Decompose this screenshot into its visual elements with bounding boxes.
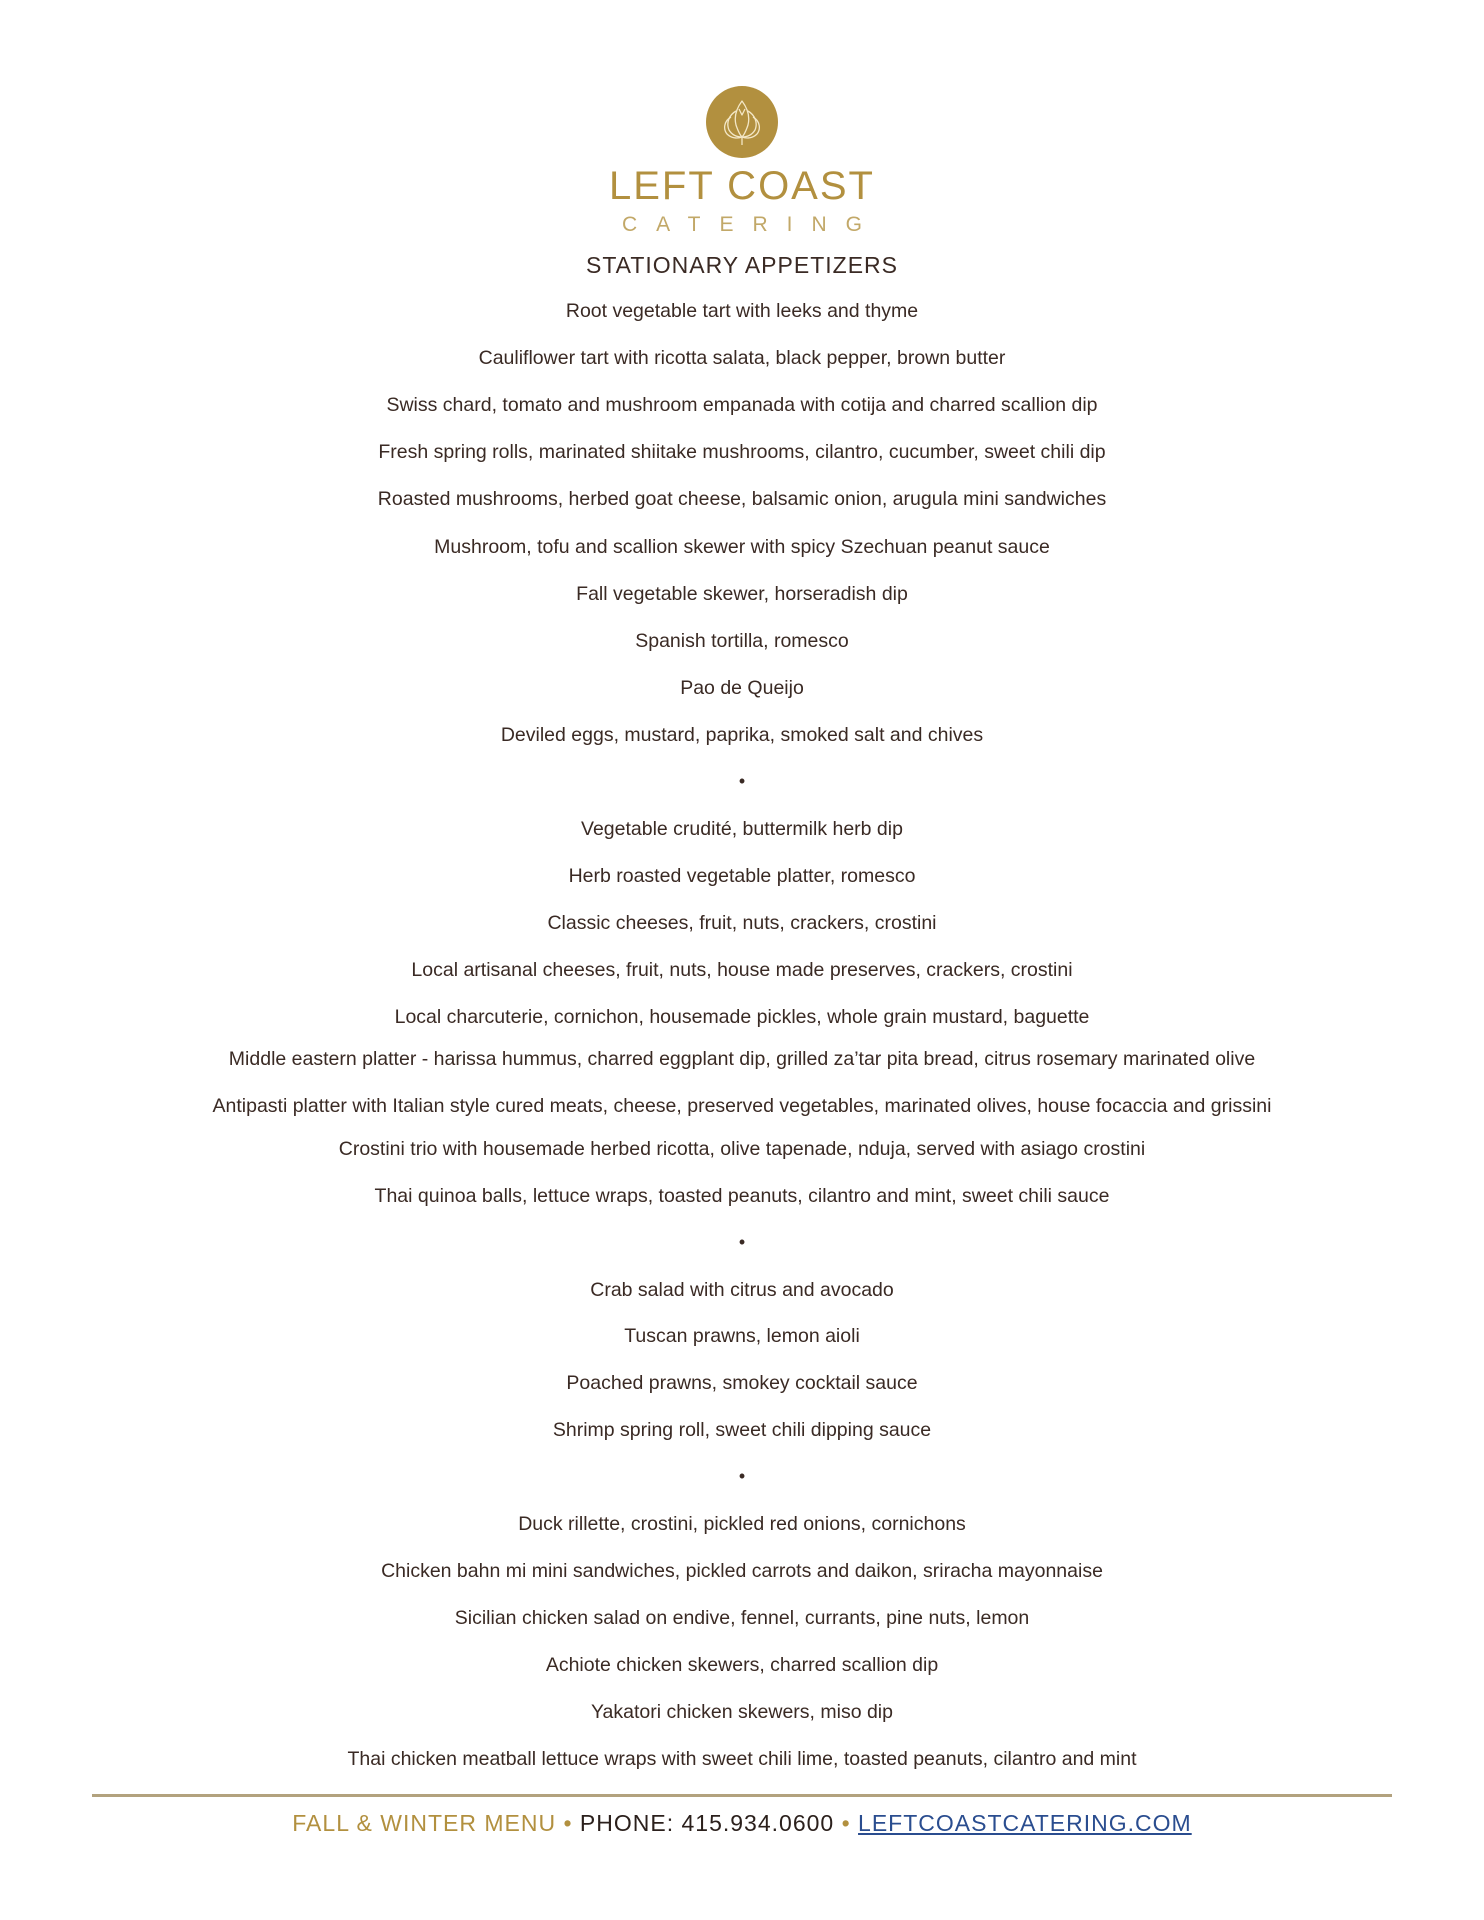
menu-item: Shrimp spring roll, sweet chili dipping sauce — [552, 1419, 932, 1441]
menu-item: Poached prawns, smokey cocktail sauce — [566, 1372, 918, 1394]
menu-item: Middle eastern platter - harissa hummus, charred eggplant dip, grilled za’tar pita bread, citrus rosemary marinated olive — [228, 1048, 1256, 1070]
menu-item: Fresh spring rolls, marinated shiitake mushrooms, cilantro, cucumber, sweet chili dip — [378, 441, 1106, 463]
menu-item: Spanish tortilla, romesco — [635, 630, 849, 652]
menu-item: Thai chicken meatball lettuce wraps with sweet chili lime, toasted peanuts, cilantro and mint — [347, 1748, 1137, 1770]
menu-item: Local artisanal cheeses, fruit, nuts, house made preserves, crackers, crostini — [411, 959, 1073, 981]
menu-item: Vegetable crudité, buttermilk herb dip — [581, 818, 903, 840]
menu-item: Swiss chard, tomato and mushroom empanada with cotija and charred scallion dip — [386, 394, 1098, 416]
menu-item: Local charcuterie, cornichon, housemade pickles, whole grain mustard, baguette — [394, 1006, 1090, 1028]
brand-name: LEFT COAST — [609, 164, 875, 208]
section-separator: • — [738, 1466, 746, 1486]
menu-item: Tuscan prawns, lemon aioli — [624, 1325, 860, 1347]
menu-item: Crostini trio with housemade herbed ricotta, olive tapenade, nduja, served with asiago crostini — [338, 1138, 1146, 1160]
footer-bullet: • — [563, 1810, 573, 1836]
menu-item: Herb roasted vegetable platter, romesco — [568, 865, 916, 887]
footer-bullet: • — [841, 1810, 851, 1836]
menu-item: Yakatori chicken skewers, miso dip — [590, 1701, 893, 1723]
menu-item: Pao de Queijo — [680, 677, 804, 699]
menu-item: Thai quinoa balls, lettuce wraps, toasted peanuts, cilantro and mint, sweet chili sauce — [374, 1185, 1110, 1207]
menu-item: Chicken bahn mi mini sandwiches, pickled carrots and daikon, sriracha mayonnaise — [381, 1560, 1103, 1582]
menu-item: Roasted mushrooms, herbed goat cheese, balsamic onion, arugula mini sandwiches — [377, 488, 1107, 510]
section-separator: • — [738, 1232, 746, 1252]
menu-item: Crab salad with citrus and avocado — [590, 1279, 894, 1301]
menu-item: Classic cheeses, fruit, nuts, crackers, crostini — [547, 912, 937, 934]
menu-item: Sicilian chicken salad on endive, fennel, currants, pine nuts, lemon — [454, 1607, 1030, 1629]
menu-item: Cauliflower tart with ricotta salata, black pepper, brown butter — [478, 347, 1006, 369]
menu-item: Antipasti platter with Italian style cured meats, cheese, preserved vegetables, marinated olives, house focaccia and grissini — [212, 1095, 1272, 1117]
menu-item: Root vegetable tart with leeks and thyme — [565, 300, 919, 322]
artichoke-icon — [706, 86, 778, 158]
menu-item: Mushroom, tofu and scallion skewer with spicy Szechuan peanut sauce — [434, 536, 1050, 558]
menu-item: Duck rillette, crostini, pickled red onions, cornichons — [518, 1513, 966, 1535]
section-separator: • — [738, 771, 746, 791]
menu-item: Deviled eggs, mustard, paprika, smoked salt and chives — [500, 724, 984, 746]
logo — [0, 86, 1484, 238]
footer — [0, 1810, 1484, 1837]
footer-phone: PHONE: 415.934.0600 — [579, 1810, 835, 1836]
footer-divider — [92, 1794, 1392, 1797]
menu-item: Fall vegetable skewer, horseradish dip — [576, 583, 908, 605]
footer-season: FALL & WINTER MENU — [292, 1810, 557, 1836]
section-heading: STATIONARY APPETIZERS — [586, 252, 898, 278]
website-link[interactable]: LEFTCOASTCATERING.COM — [858, 1810, 1192, 1836]
brand-subtitle: CATERING — [622, 213, 881, 236]
menu-item: Achiote chicken skewers, charred scallion dip — [545, 1654, 939, 1676]
